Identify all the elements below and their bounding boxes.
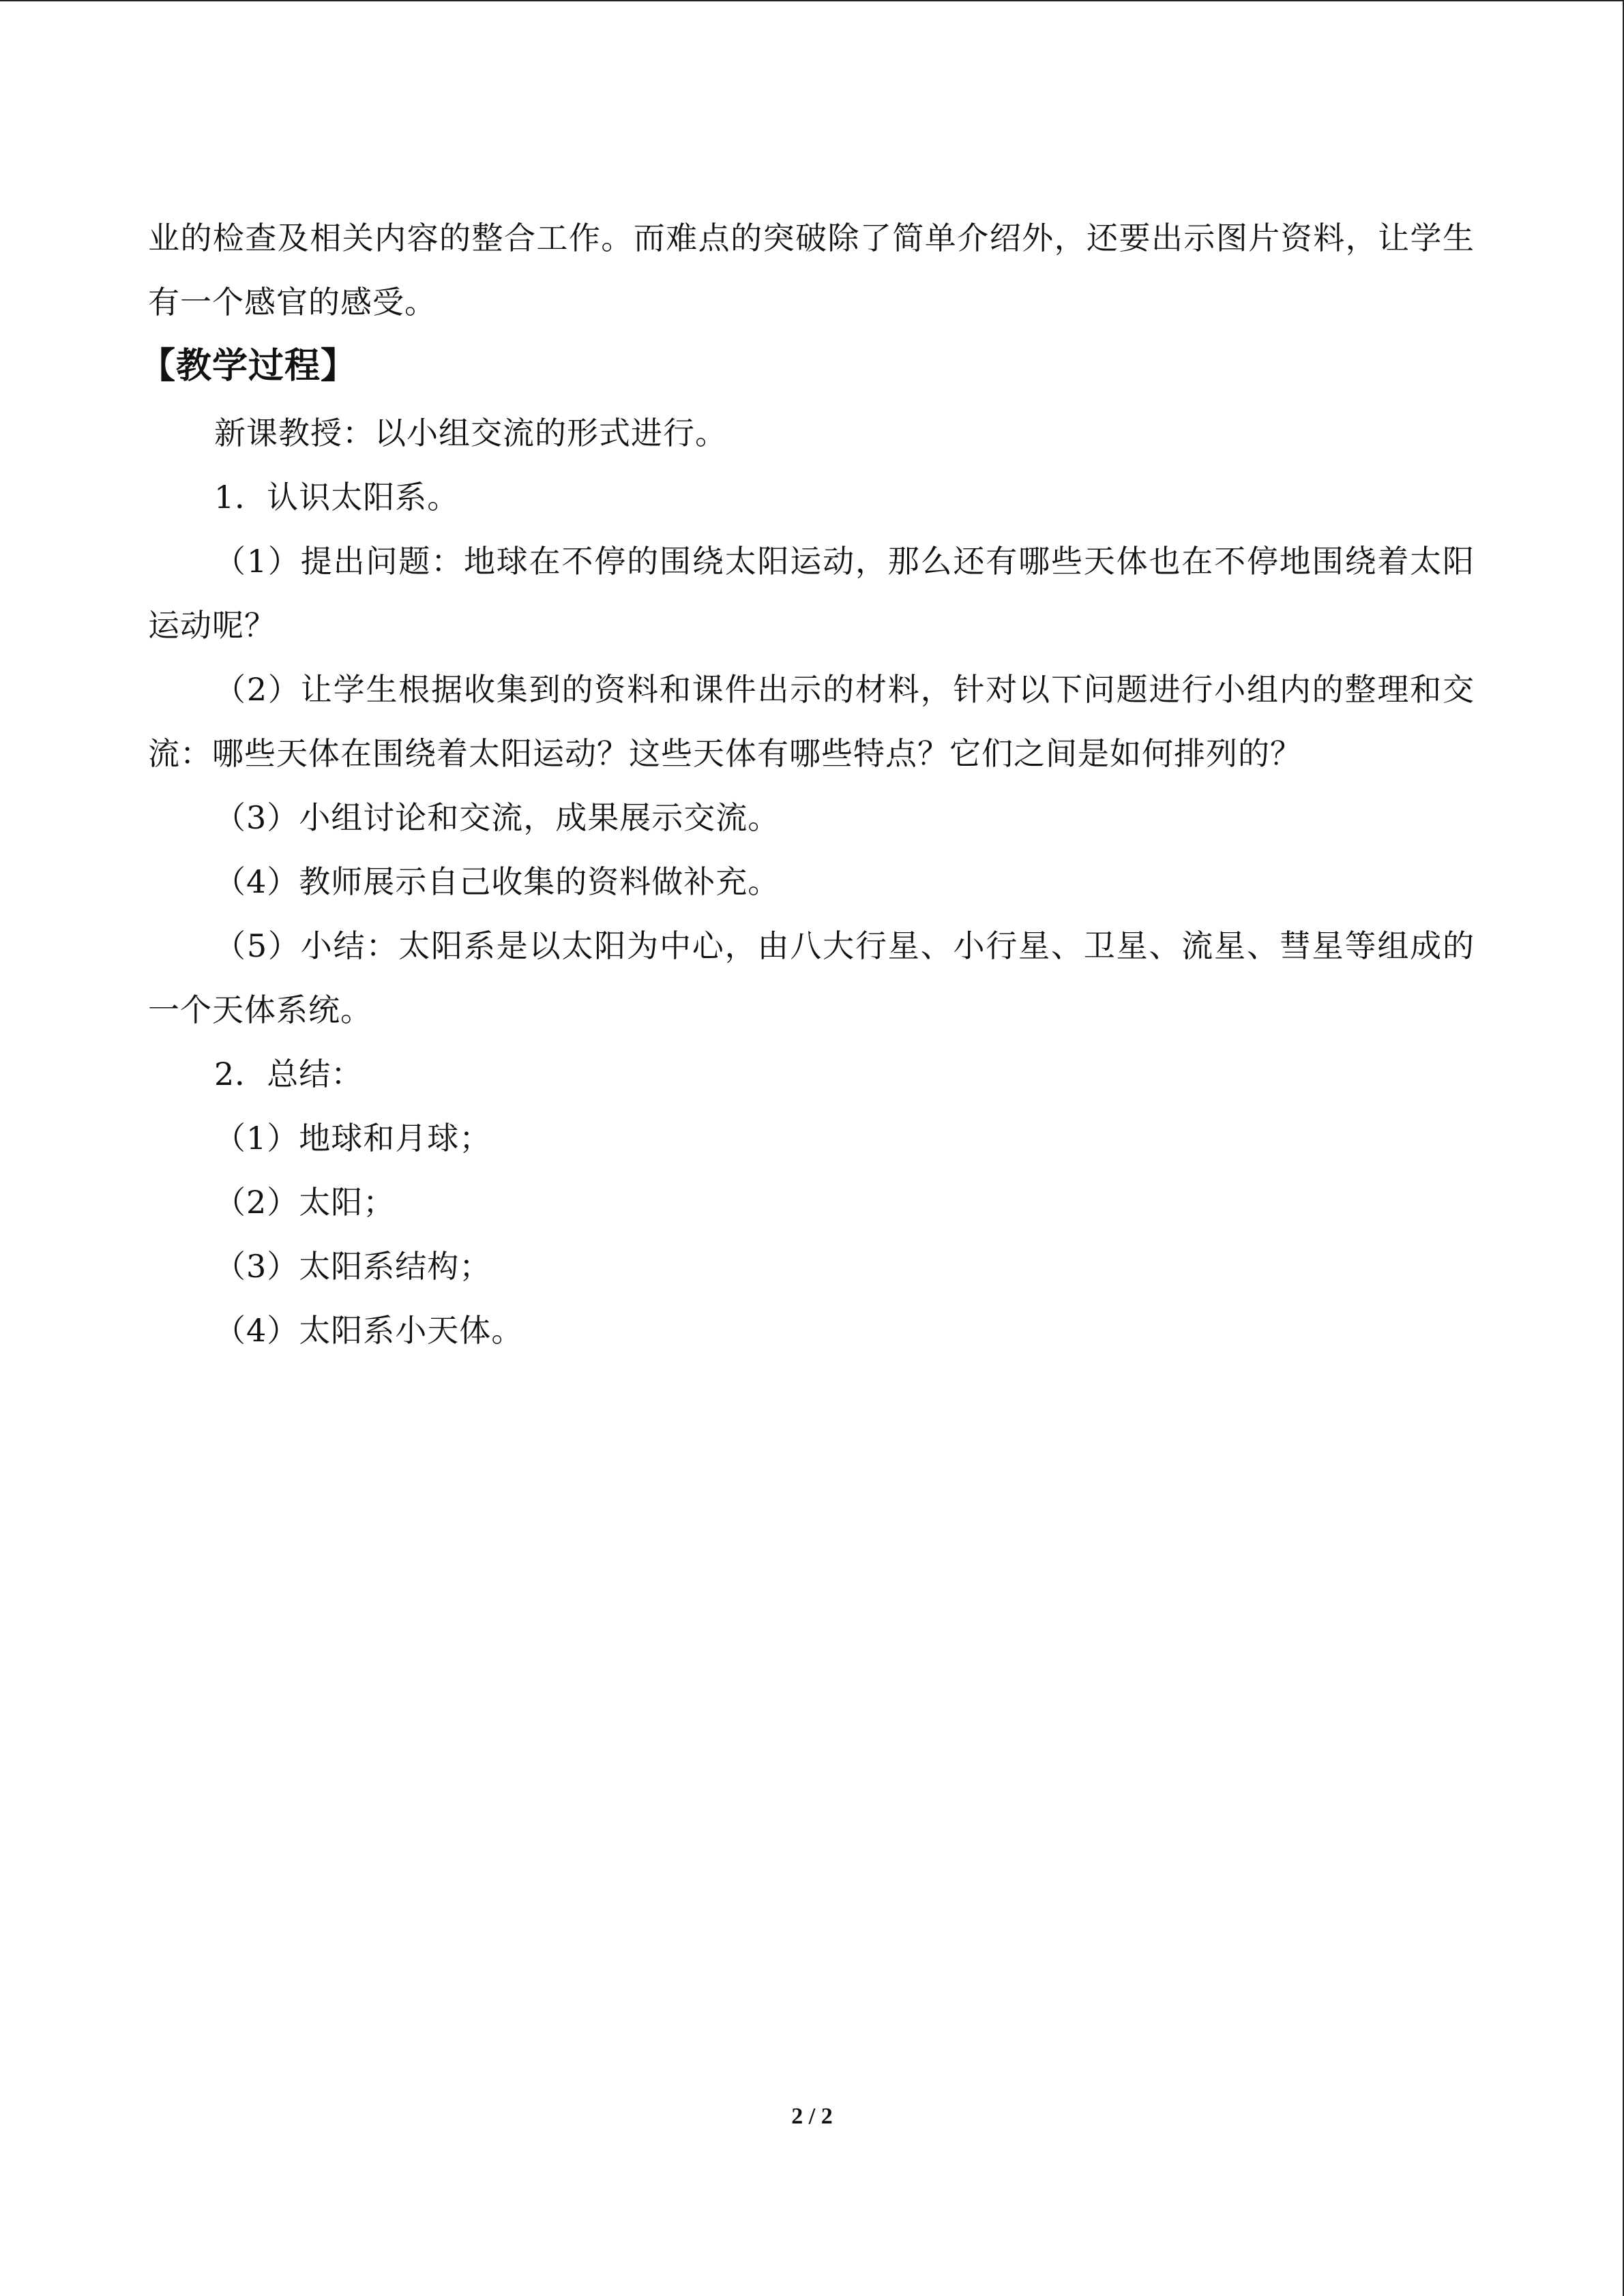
part1-item-5: （5）小结：太阳系是以太阳为中心，由八大行星、小行星、卫星、流星、彗星等组成的一个天体系统。 bbox=[148, 927, 1475, 1028]
section-heading: 【教学过程】 bbox=[140, 346, 357, 387]
part2-item-4: （4）太阳系小天体。 bbox=[214, 1312, 524, 1349]
document-body bbox=[140, 206, 1475, 1362]
part1-title: 1．认识太阳系。 bbox=[214, 479, 460, 516]
part1-item-2: （2）让学生根据收集到的资料和课件出示的材料，针对以下问题进行小组内的整理和交流：哪些天体在围绕着太阳运动？这些天体有哪些特点？它们之间是如何排列的？ bbox=[148, 671, 1475, 772]
part2-item-3: （3）太阳系结构； bbox=[214, 1248, 492, 1285]
part1-item-1: （1）提出问题：地球在不停的围绕太阳运动，那么还有哪些天体也在不停地围绕着太阳运动呢？ bbox=[148, 543, 1475, 644]
part1-item-3: （3）小组讨论和交流，成果展示交流。 bbox=[214, 799, 780, 836]
continued-paragraph: 业的检查及相关内容的整合工作。而难点的突破除了简单介绍外，还要出示图片资料，让学生有一个感官的感受。 bbox=[148, 220, 1475, 320]
intro-paragraph: 新课教授：以小组交流的形式进行。 bbox=[214, 415, 727, 451]
part2-title: 2．总结： bbox=[214, 1056, 364, 1092]
part1-item-4: （4）教师展示自己收集的资料做补充。 bbox=[214, 863, 780, 900]
page-number: 2 / 2 bbox=[791, 2104, 833, 2129]
part2-item-2: （2）太阳； bbox=[214, 1184, 396, 1221]
part2-item-1: （1）地球和月球； bbox=[214, 1120, 492, 1157]
